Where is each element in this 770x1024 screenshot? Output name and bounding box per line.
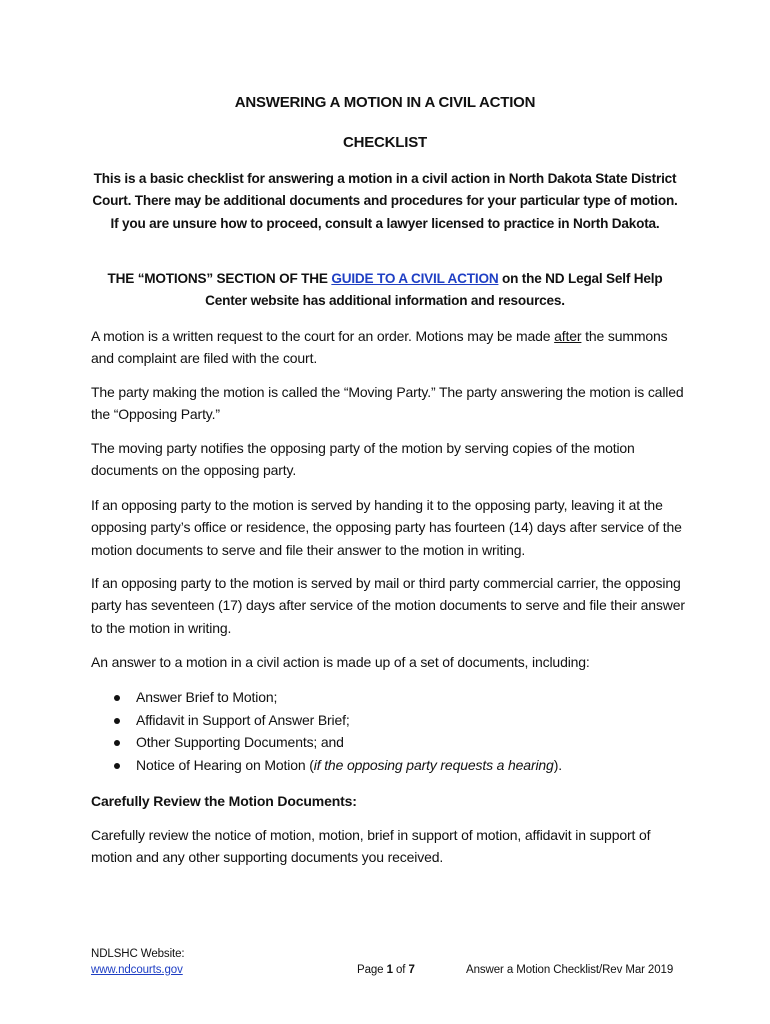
personal-service-paragraph: If an opposing party to the motion is served by handing it to the opposing party, leaving it at the opposing party’s office or residence, the opposing party has fourteen (14) days after service of the motion documents to serve and file their answer to the motion in writing.	[91, 497, 682, 558]
footer-document-reference: Answer a Motion Checklist/Rev Mar 2019	[466, 964, 674, 976]
list-item	[91, 709, 691, 732]
notification-paragraph: The moving party notifies the opposing party of the motion by serving copies of the motion documents on the opposing party.	[91, 440, 635, 479]
bullet-icon	[114, 695, 120, 701]
p1-text-end: the summons and complaint are filed with the court.	[91, 328, 668, 367]
documents-intro-paragraph: An answer to a motion in a civil action is made up of a set of documents, including:	[91, 654, 590, 670]
list-item	[91, 686, 691, 709]
guide-suffix: on the ND Legal Self Help Center website has additional information and resources.	[205, 271, 663, 309]
footer-website-label: NDLSHC Website:	[91, 948, 185, 960]
document-title: ANSWERING A MOTION IN A CIVIL ACTION	[234, 94, 536, 111]
list-item-text-end: ).	[553, 756, 562, 773]
list-item	[91, 754, 691, 777]
guide-prefix: THE “MOTIONS” SECTION OF THE	[107, 271, 332, 286]
bullet-icon	[114, 763, 120, 769]
list-item	[91, 731, 691, 754]
bullet-icon	[114, 740, 120, 746]
guide-paragraph	[92, 268, 678, 313]
page-prefix: Page	[357, 964, 387, 976]
page-mid: of	[392, 964, 409, 976]
intro-paragraph: This is a basic checklist for answering a motion in a civil action in North Dakota State District Court. There may be additional documents and procedures for your particular type of motion. If you are unsure how to proceed, consult a lawyer licensed to practice in North Dakota.	[92, 171, 678, 231]
footer-page-number	[357, 962, 415, 978]
footer-website-link[interactable]: www.ndcourts.gov	[91, 964, 183, 976]
list-item-text: Other Supporting Documents; and	[136, 734, 344, 751]
page-total: 7	[408, 964, 415, 976]
list-item-italic-text: if the opposing party requests a hearing	[313, 756, 554, 773]
list-item-text: Notice of Hearing on Motion (	[136, 756, 314, 773]
document-subtitle: CHECKLIST	[342, 134, 428, 151]
p1-text-start: A motion is a written request to the court for an order. Motions may be made	[91, 328, 555, 344]
list-item-text: Answer Brief to Motion;	[136, 689, 278, 705]
section-heading: Carefully Review the Motion Documents:	[91, 793, 357, 809]
review-paragraph: Carefully review the notice of motion, motion, brief in support of motion, affidavit in support of motion and any other supporting documents you received.	[91, 827, 651, 866]
bullet-icon	[114, 718, 120, 724]
motion-definition-paragraph	[91, 325, 691, 370]
mail-service-paragraph: If an opposing party to the motion is served by mail or third party commercial carrier, the opposing party has seventeen (17) days after service of the motion documents to serve and file their answer to the motion in writing.	[91, 575, 685, 636]
page-current: 1	[386, 964, 393, 976]
parties-paragraph: The party making the motion is called the “Moving Party.” The party answering the motion is called the “Opposing Party.”	[91, 384, 684, 423]
list-item-text: Affidavit in Support of Answer Brief;	[136, 711, 350, 728]
guide-to-civil-action-link[interactable]: GUIDE TO A CIVIL ACTION	[331, 271, 499, 286]
p1-underlined-word: after	[554, 328, 582, 344]
documents-list	[91, 686, 691, 776]
